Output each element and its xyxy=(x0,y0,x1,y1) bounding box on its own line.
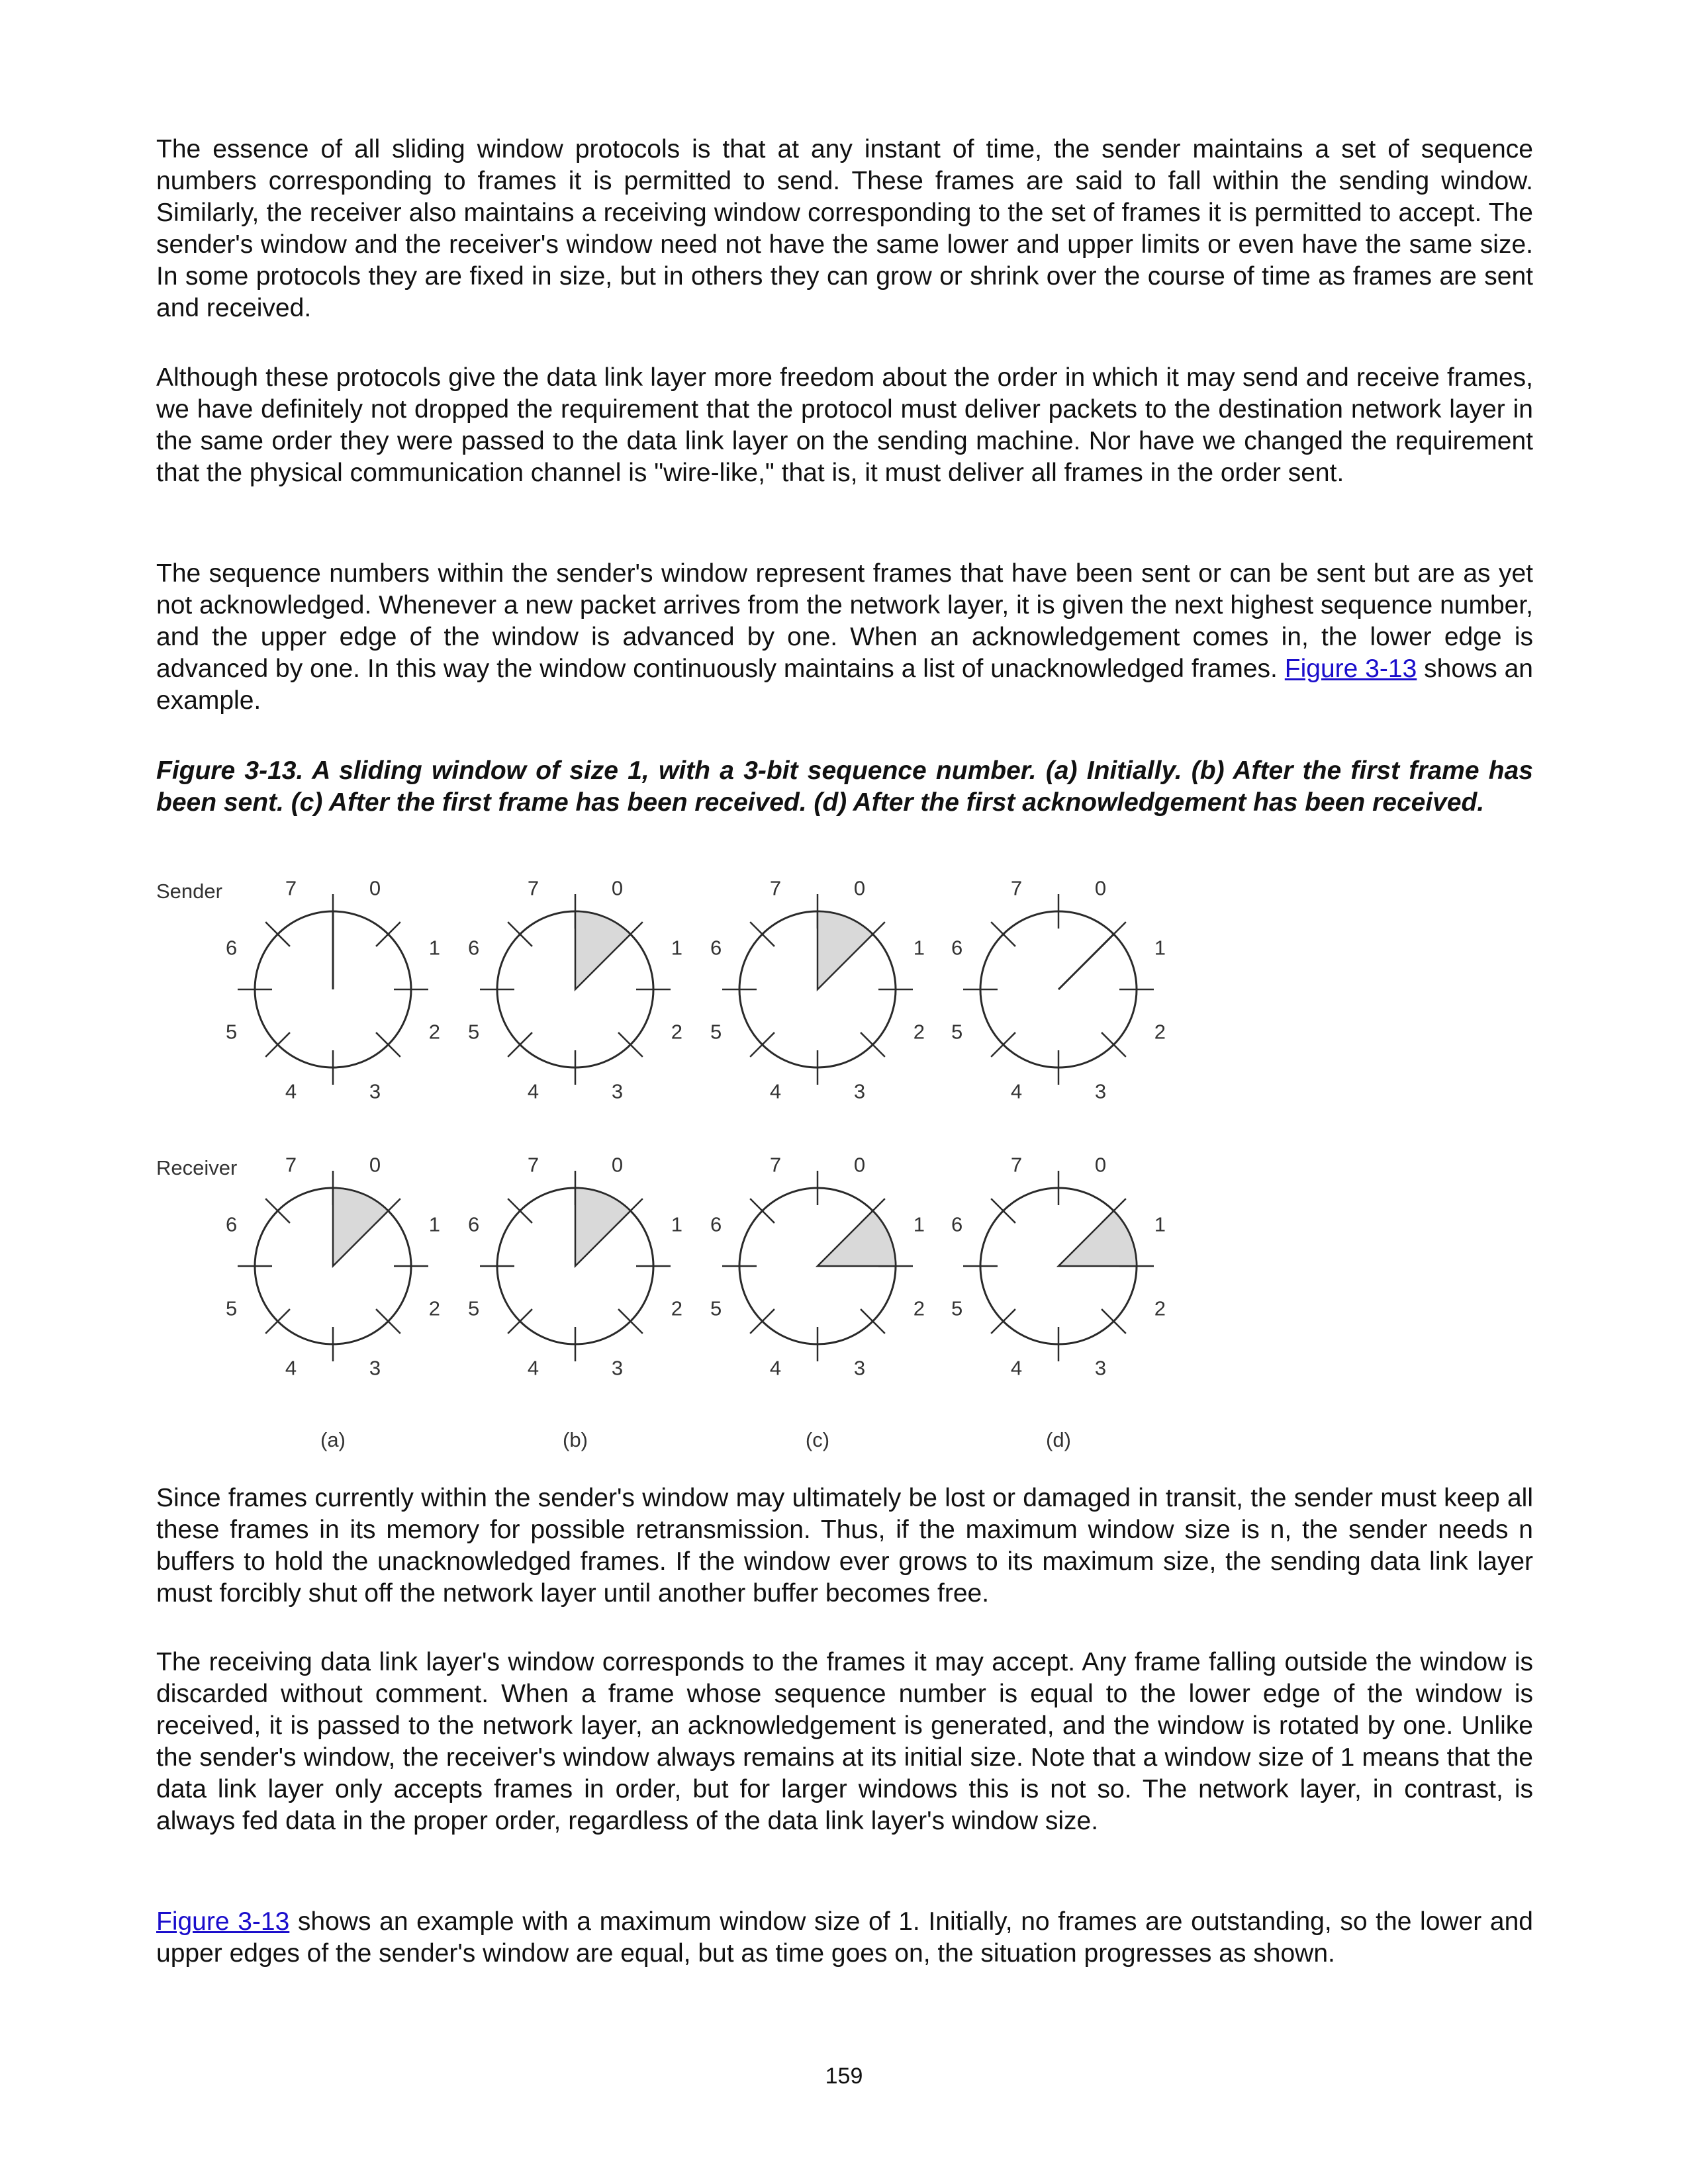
sequence-number-label: 0 xyxy=(853,1153,866,1177)
sequence-number-label: 6 xyxy=(710,936,722,960)
paragraph-figure-reference xyxy=(156,1906,1533,1970)
sequence-number-label: 3 xyxy=(1094,1079,1107,1103)
sequence-number-label: 3 xyxy=(1094,1356,1107,1380)
figure-caption: Figure 3-13. A sliding window of size 1, with a 3-bit sequence number. (a) Initially. (b) After the first frame has been sent. (c) After the first frame has been received. (d) After the first acknowledgement has been received. xyxy=(156,756,1533,817)
sequence-number-label: 1 xyxy=(1154,1212,1166,1236)
paragraph-buffers: Since frames currently within the sender's window may ultimately be lost or damaged in transit, the sender must keep all these frames in its memory for possible retransmission. Thus, if the maximum window size is n, the sender needs n buffers to hold the unacknowledged frames. If the window ever grows to its maximum size, the sending data link layer must forcibly shut off the network layer until another buffer becomes free. xyxy=(156,1484,1533,1608)
sequence-number-label: 1 xyxy=(671,1212,683,1236)
sequence-number-label: 5 xyxy=(710,1020,722,1044)
sequence-number-label: 5 xyxy=(467,1297,480,1320)
sliding-window-diagram xyxy=(156,874,1202,1469)
dial-group xyxy=(226,877,1166,1451)
sequence-number-label: 2 xyxy=(428,1297,441,1320)
sequence-number-label: 2 xyxy=(671,1297,683,1320)
sequence-number-label: 4 xyxy=(769,1356,782,1380)
sequence-number-label: 7 xyxy=(1010,876,1023,900)
receiver-window-sector xyxy=(1058,1211,1137,1266)
sequence-number-label: 6 xyxy=(225,936,238,960)
sequence-number-label: 3 xyxy=(611,1356,624,1380)
sequence-number-label: 2 xyxy=(671,1020,683,1044)
sender-window-sector xyxy=(818,911,872,989)
paragraph-sender-window xyxy=(156,558,1533,717)
sequence-number-label: 5 xyxy=(710,1297,722,1320)
sliding-window-figure xyxy=(156,874,1202,1469)
sequence-number-label: 1 xyxy=(428,1212,441,1236)
sequence-number-label: 6 xyxy=(225,1212,238,1236)
sequence-number-label: 6 xyxy=(467,936,480,960)
receiver-window-sector xyxy=(818,1211,896,1266)
sequence-number-label: 2 xyxy=(1154,1297,1166,1320)
figure-3-13-link[interactable]: Figure 3-13 xyxy=(156,1907,290,1936)
sequence-number-label: 3 xyxy=(369,1356,381,1380)
paragraph-sliding-window-essence: The essence of all sliding window protocols is that at any instant of time, the sender maintains a set of sequence numbers corresponding to frames it is permitted to send. These frames are said to fall within the sending window. Similarly, the receiver also maintains a receiving window corresponding to the set of frames it is permitted to accept. The sender's window and the receiver's window need not have the same lower and upper limits or even have the same size. In some protocols they are fixed in size, but in others they can grow or shrink over the course of time as frames are sent and received. xyxy=(156,135,1533,322)
receiver-window-sector xyxy=(333,1188,388,1266)
sequence-number-label: 2 xyxy=(913,1020,925,1044)
sequence-number-label: 3 xyxy=(369,1079,381,1103)
sequence-number-label: 0 xyxy=(611,1153,624,1177)
figure-3-13-link[interactable]: Figure 3-13 xyxy=(1284,655,1417,683)
sequence-number-label: 5 xyxy=(225,1297,238,1320)
sequence-number-label: 0 xyxy=(1094,1153,1107,1177)
sequence-number-label: 2 xyxy=(428,1020,441,1044)
panel-label: (a) xyxy=(320,1428,346,1451)
sequence-number-label: 7 xyxy=(769,1153,782,1177)
sequence-number-label: 0 xyxy=(853,876,866,900)
sequence-number-label: 3 xyxy=(853,1356,866,1380)
receiver-row-label: Receiver xyxy=(156,1156,238,1179)
sequence-number-label: 5 xyxy=(951,1020,963,1044)
sequence-number-label: 0 xyxy=(369,876,381,900)
sequence-number-label: 1 xyxy=(1154,936,1166,960)
sequence-number-label: 5 xyxy=(225,1020,238,1044)
sequence-number-label: 2 xyxy=(913,1297,925,1320)
sequence-number-label: 7 xyxy=(527,876,539,900)
sequence-number-label: 5 xyxy=(467,1020,480,1044)
paragraph-text: shows an example. xyxy=(156,655,1534,715)
receiver-window-sector xyxy=(575,1188,630,1266)
sequence-number-label: 6 xyxy=(710,1212,722,1236)
sequence-number-label: 4 xyxy=(285,1356,297,1380)
paragraph-ordering-requirement: Although these protocols give the data link layer more freedom about the order in which it may send and receive frames, we have definitely not dropped the requirement that the protocol must deliver packets to the destination network layer in the same order they were passed to the data link layer on the sending machine. Nor have we changed the requirement that the physical communication channel is "wire-like," that is, it must deliver all frames in the order sent. xyxy=(156,363,1533,487)
sequence-number-label: 7 xyxy=(1010,1153,1023,1177)
sequence-number-label: 0 xyxy=(1094,876,1107,900)
paragraph-receiving-window: The receiving data link layer's window corresponds to the frames it may accept. Any frame falling outside the window is discarded without comment. When a frame whose sequence number is equal to the lower edge of the window is received, it is passed to the network layer, an acknowledgement is generated, and the window is rotated by one. Unlike the sender's window, the receiver's window always remains at its initial size. Note that a window size of 1 means that the data link layer only accepts frames in order, but for larger windows this is not so. The network layer, in contrast, is always fed data in the proper order, regardless of the data link layer's window size. xyxy=(156,1648,1533,1835)
sequence-number-label: 4 xyxy=(1010,1079,1023,1103)
sequence-number-label: 1 xyxy=(671,936,683,960)
sequence-number-label: 6 xyxy=(951,1212,963,1236)
sequence-number-label: 7 xyxy=(285,876,297,900)
sequence-number-label: 6 xyxy=(467,1212,480,1236)
sequence-number-label: 4 xyxy=(527,1356,539,1380)
sequence-number-label: 4 xyxy=(769,1079,782,1103)
sequence-number-label: 3 xyxy=(611,1079,624,1103)
sequence-number-label: 2 xyxy=(1154,1020,1166,1044)
sequence-number-label: 7 xyxy=(769,876,782,900)
sequence-number-label: 4 xyxy=(285,1079,297,1103)
page-number: 159 xyxy=(825,2064,863,2089)
panel-label: (c) xyxy=(805,1428,830,1451)
sequence-number-label: 7 xyxy=(527,1153,539,1177)
panel-label: (b) xyxy=(563,1428,588,1451)
sequence-number-label: 4 xyxy=(1010,1356,1023,1380)
sender-row-label: Sender xyxy=(156,880,222,903)
sender-window-sector xyxy=(575,911,630,989)
sequence-number-label: 6 xyxy=(951,936,963,960)
sequence-number-label: 7 xyxy=(285,1153,297,1177)
sender-window-pointer xyxy=(1058,934,1113,989)
sequence-number-label: 1 xyxy=(428,936,441,960)
paragraph-text: The sequence numbers within the sender's window represent frames that have been sent or can be sent but are as yet not acknowledged. Whenever a new packet arrives from the network layer, it is given the next highest sequence number, and the upper edge of the window is advanced by one. When an acknowledgement comes in, the lower edge is advanced by one. In this way the window continuously maintains a list of unacknowledged frames. xyxy=(156,559,1533,683)
paragraph-text: shows an example with a maximum window size of 1. Initially, no frames are outstanding, so the lower and upper edges of the sender's window are equal, but as time goes on, the situation progresses as shown. xyxy=(156,1907,1533,1968)
sequence-number-label: 3 xyxy=(853,1079,866,1103)
panel-label: (d) xyxy=(1046,1428,1071,1451)
sequence-number-label: 0 xyxy=(611,876,624,900)
sequence-number-label: 1 xyxy=(913,1212,925,1236)
sequence-number-label: 4 xyxy=(527,1079,539,1103)
sequence-number-label: 0 xyxy=(369,1153,381,1177)
sequence-number-label: 5 xyxy=(951,1297,963,1320)
sequence-number-label: 1 xyxy=(913,936,925,960)
